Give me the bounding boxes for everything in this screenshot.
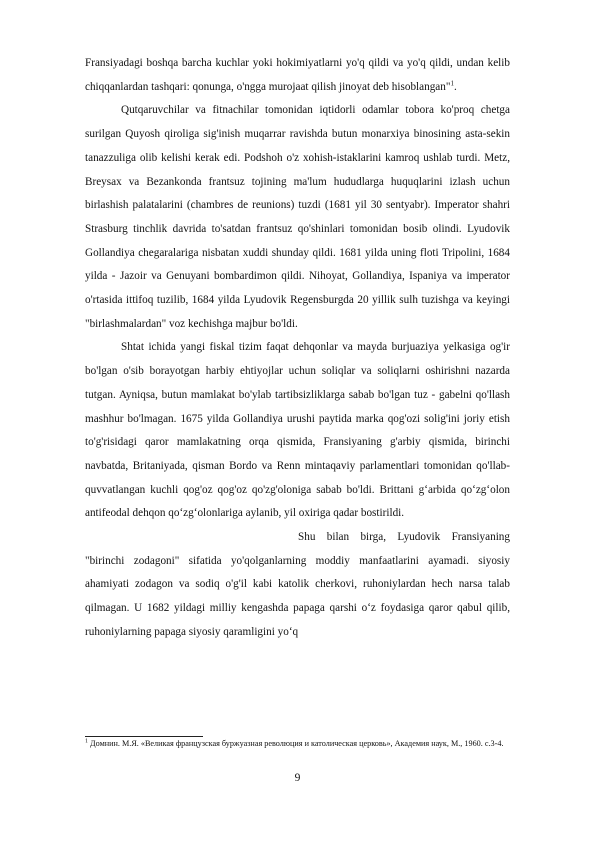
paragraph-1-end: . [453, 80, 457, 93]
footnote-separator [85, 736, 203, 737]
page-number: 9 [294, 772, 301, 784]
footnote-number: 1 [85, 738, 88, 745]
paragraph-2: Qutqaruvchilar va fitnachilar tomonidan iqtidorli odamlar tobora ko'proq chetga surilgan Quyosh qiroliga sig'inish muqarrar ravishda butun monarxiya binosining asta-sekin tanazzuliga olib kelishi kerak edi. Podshoh o'z xohish-istaklarini kamroq ushlab turdi. Metz, Breysax va Bezankonda frantsuz tojining ma'lum hududlarga huquqlarini izlash uchun birlashish palatalarini (chambres de reunions) tuzdi (1681 yil 30 sentyabr). Imperator shahri Strasburg tinchlik davrida to'satdan frantsuz qo'shinlari tomonidan bosib olindi. Lyudovik Gollandiya chegaralariga nisbatan xuddi shunday qildi. 1681 yilda uning floti Tripolini, 1684 yilda - Jazoir va Genuyani bombardimon qildi. Nihoyat, Gollandiya, Ispaniya va imperator o'rtasida ittifoq tuzilib, 1684 yilda Lyudovik Regensburgda 20 yillik sulh tuzishga va keyingi "birlashmalardan" voz kechishga majbur bo'ldi. [85, 104, 510, 330]
paragraph-1-text: Fransiyadagi boshqa barcha kuchlar yoki hokimiyatlarni yo'q qildi va yo'q qildi, undan kelib chiqqanlardan tashqari: qonunga, o'ngga murojaat qilish jinoyat deb hisoblangan" [85, 57, 510, 93]
paragraph-1 [85, 52, 510, 99]
paragraph-3: Shtat ichida yangi fiskal tizim faqat dehqonlar va mayda burjuaziya yelkasiga og'ir bo'lgan o'sib borayotgan harbiy ehtiyojlar uchun soliqlar va soliqlarni oshirishni nazarda tutgan. Ayniqsa, butun mamlakat bo'ylab tartibsizliklarga sabab bo'lgan tuz - gabelni qo'llash mashhur bo'lmagan. 1675 yilda Gollandiya urushi paytida marka qog'ozi solig'ini joriy etish to'g'risidagi qaror mamlakatning orqa qismida, Fransiyaning g'arbiy qismida, birinchi navbatda, Britaniyada, qisman Bordo va Renn mintaqaviy parlamentlari tomonidan qo'llab-quvvatlangan kuchli qog'oz qog'oz qo'zg'oloniga sabab bo'ldi. Brittani g‘arbida qo‘zg‘olon antifeodal dehqon qo‘zg‘olonlariga aylanib, yil oxiriga qadar bostirildi. [85, 341, 510, 520]
footnote-reference[interactable]: 1 [450, 78, 454, 87]
body-text [85, 52, 510, 645]
footnote-text: Домнин. М.Я. «Великая французская буржуазная революция и католическая церковь», Академия наук, М., 1960. с.3-4. [88, 739, 504, 748]
paragraph-4: Shu bilan birga, Lyudovik Fransiyaning "birinchi zodagoni" sifatida yo'qolganlarning moddiy manfaatlarini ayamadi. siyosiy ahamiyati zodagon va sodiq o'g'il kabi katolik cherkovi, ruhoniylardan hech narsa talab qilmagan. U 1682 yildagi milliy kengashda papaga qarshi o‘z foydasiga qaror qabul qilib, ruhoniylarning papaga siyosiy qaramligini yo‘q [85, 531, 510, 638]
footnote [85, 738, 515, 750]
